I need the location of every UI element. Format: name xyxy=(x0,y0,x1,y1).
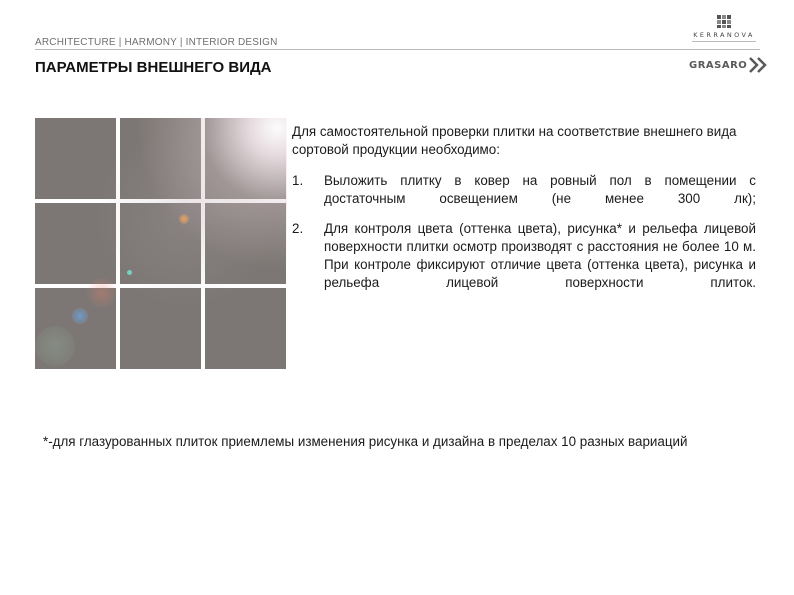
kerranova-underline xyxy=(692,41,756,42)
kerranova-name: KERRANOVA xyxy=(693,31,755,39)
lens-flare xyxy=(179,214,189,224)
list-item-text: Для контроля цвета (оттенка цвета), рисунка* и рельефа лицевой поверхности плитки осмотр производят с расстояния не более 10 м. При контроле фиксируют отличие цвета (оттенка цвета), рисунка и рельефа лицевой поверхности плиток. xyxy=(324,221,756,290)
page-title: ПАРАМЕТРЫ ВНЕШНЕГО ВИДА xyxy=(35,59,272,76)
tagline-separator: | xyxy=(176,37,186,48)
list-item-text: Выложить плитку в ковер на ровный пол в помещении с достаточным освещением (не менее 300 лк); xyxy=(324,173,756,206)
lens-flare xyxy=(72,308,88,324)
tile xyxy=(120,288,201,369)
tagline-separator: | xyxy=(115,37,125,48)
tile xyxy=(35,203,116,284)
tile xyxy=(120,118,201,199)
kerranova-mark-icon xyxy=(716,14,732,29)
brand-tagline xyxy=(35,37,278,48)
tagline-harmony: HARMONY xyxy=(124,37,177,48)
lens-flare xyxy=(35,326,75,366)
tagline-architecture: ARCHITECTURE xyxy=(35,37,116,48)
list-item-number: 2. xyxy=(292,221,304,236)
grasaro-name: GRASARO xyxy=(689,59,748,71)
kerranova-logo xyxy=(688,14,760,42)
tile xyxy=(120,203,201,284)
instructions xyxy=(292,123,756,304)
chevron-double-right-icon xyxy=(747,56,769,74)
list-item xyxy=(292,220,756,292)
list-item-number: 1. xyxy=(292,173,304,188)
footnote: *-для глазурованных плиток приемлемы изменения рисунка и дизайна в пределах 10 разных вариаций xyxy=(43,434,688,449)
tile xyxy=(35,118,116,199)
tile xyxy=(205,118,286,199)
list-item xyxy=(292,172,756,208)
tagline-interior-design: INTERIOR DESIGN xyxy=(185,37,278,48)
header-divider xyxy=(35,49,760,50)
lens-flare xyxy=(127,270,132,275)
intro-text: Для самостоятельной проверки плитки на соответствие внешнего вида сортовой продукции необходимо: xyxy=(292,124,737,157)
grasaro-logo xyxy=(689,56,769,74)
lens-flare xyxy=(87,278,117,308)
tile xyxy=(205,288,286,369)
tile-layout-photo xyxy=(35,118,287,370)
tile xyxy=(205,203,286,284)
